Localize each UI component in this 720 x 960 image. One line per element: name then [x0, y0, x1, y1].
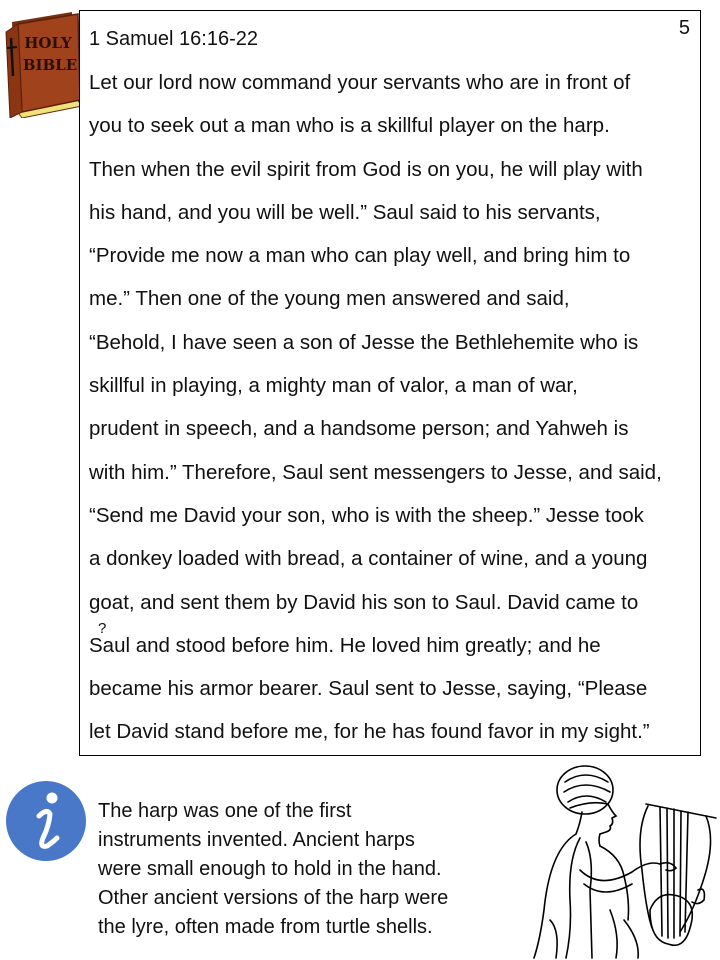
passage-line: skillful in playing, a mighty man of valor, a man of war, — [89, 374, 578, 398]
passage-line: became his armor bearer. Saul sent to Jesse, saying, “Please — [89, 677, 648, 701]
bible-title-line1: HOLY — [24, 34, 72, 52]
passage-line: “Behold, I have seen a son of Jesse the Bethlehemite who is — [89, 330, 639, 354]
info-line: were small enough to hold in the hand. — [98, 858, 442, 880]
stray-question-mark: ? — [98, 620, 107, 637]
passage-line: Saul and stood before him. He loved him greatly; and he — [89, 633, 601, 657]
passage-line: Let our lord now command your servants who are in front of — [89, 71, 631, 94]
passage-line: his hand, and you will be well.” Saul said to his servants, — [89, 200, 601, 224]
info-icon — [5, 780, 87, 862]
passage-line: “Send me David your son, who is with the sheep.” Jesse took — [89, 503, 644, 527]
info-line: Other ancient versions of the harp were — [98, 887, 449, 909]
passage-line: let David stand before me, for he has found favor in my sight.” — [89, 720, 650, 744]
passage-line: a donkey loaded with bread, a container of wine, and a young — [89, 547, 648, 571]
holy-bible-icon — [2, 10, 86, 118]
scripture-reference: 1 Samuel 16:16-22 — [89, 28, 259, 50]
passage-line: goat, and sent them by David his son to Saul. David came to — [89, 590, 639, 614]
bible-title-line2: BIBLE — [22, 56, 78, 74]
passage-line: me.” Then one of the young men answered and said, — [89, 287, 570, 311]
scripture-box — [79, 10, 701, 756]
scripture-passage — [89, 68, 699, 761]
passage-line: you to seek out a man who is a skillful player on the harp. — [89, 114, 610, 138]
woman-playing-lyre-illustration — [520, 760, 720, 960]
page-number: 5 — [678, 17, 690, 39]
info-line: The harp was one of the first — [98, 800, 352, 822]
info-line: instruments invented. Ancient harps — [98, 829, 415, 851]
passage-line: with him.” Therefore, Saul sent messengers to Jesse, and said, — [89, 460, 662, 484]
info-text — [98, 797, 498, 942]
passage-line: “Provide me now a man who can play well, and bring him to — [89, 244, 631, 268]
passage-line: prudent in speech, and a handsome person; and Yahweh is — [89, 417, 629, 441]
info-line: the lyre, often made from turtle shells. — [98, 916, 433, 938]
passage-line: Then when the evil spirit from God is on you, he will play with — [89, 157, 643, 181]
